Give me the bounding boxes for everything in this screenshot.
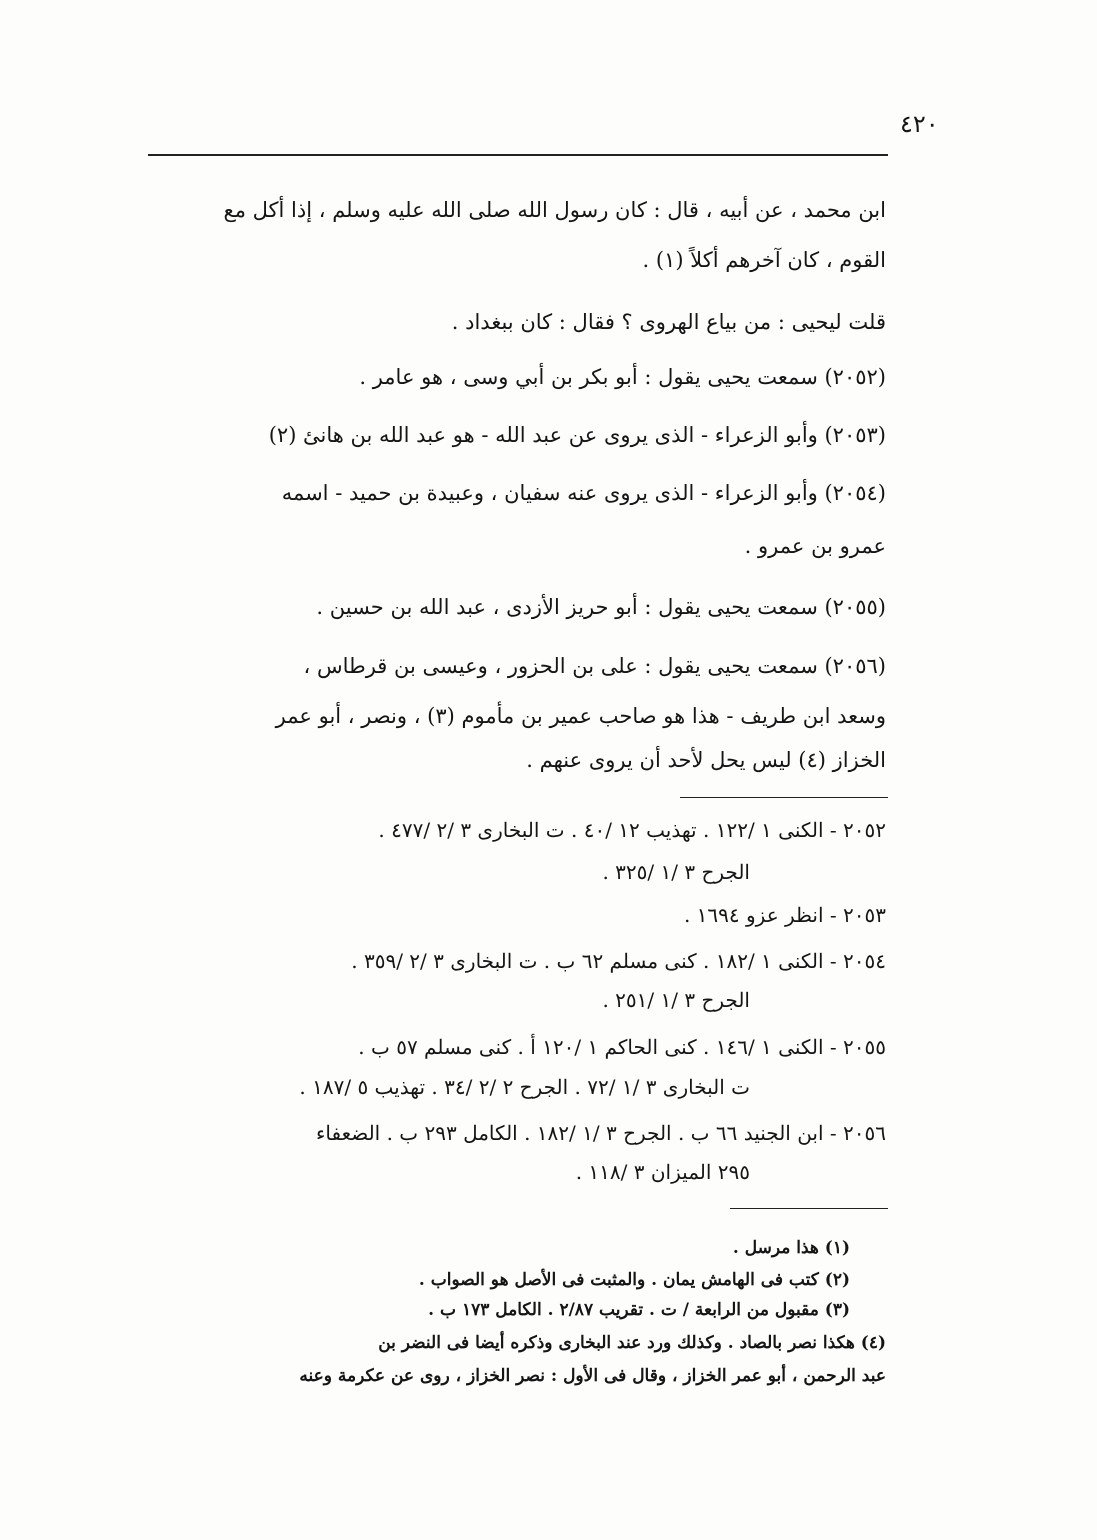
text-line: عمرو بن عمرو . [744, 534, 886, 558]
text-line: (٢٠٥٦) سمعت يحيى يقول : على بن الحزور ، وعيسى بن قرطاس ، [303, 654, 886, 678]
header-rule [148, 154, 888, 156]
text-line: وسعد ابن طريف - هذا هو صاحب عمير بن مأموم (٣) ، ونصر ، أبو عمر [275, 704, 886, 728]
text-line: (٢٠٥٥) سمعت يحيى يقول : أبو حريز الأزدى ، عبد الله بن حسين . [316, 595, 886, 619]
reference-line: الجرح ٣ /١ /٢٥١ . [602, 988, 750, 1012]
reference-line: ٢٩٥ الميزان ٣ /١١٨ . [575, 1160, 750, 1184]
references-rule [680, 797, 888, 798]
text-line: الخزاز (٤) ليس يحل لأحد أن يروى عنهم . [526, 748, 886, 772]
text-line: (٢٠٥٤) وأبو الزعراء - الذى يروى عنه سفيان ، وعبيدة بن حميد - اسمه [281, 481, 886, 505]
text-line: قلت ليحيى : من بياع الهروى ؟ فقال : كان ببغداد . [451, 310, 886, 334]
text-line: ابن محمد ، عن أبيه ، قال : كان رسول الله صلى الله عليه وسلم ، إذا أكل مع [223, 198, 886, 222]
footnote-line: (٢) كتب فى الهامش يمان . والمثبت فى الأصل هو الصواب . [418, 1270, 850, 1290]
reference-line: ٢٠٥٤ - الكنى ١ /١٨٢ . كنى مسلم ٦٢ ب . ت البخارى ٣ /٢ /٣٥٩ . [351, 949, 886, 973]
reference-line: ٢٠٥٥ - الكنى ١ /١٤٦ . كنى الحاكم ١ /١٢٠ أ . كنى مسلم ٥٧ ب . [358, 1035, 886, 1059]
reference-line: الجرح ٣ /١ /٣٢٥ . [602, 860, 750, 884]
text-line: القوم ، كان آخرهم أكلاً (١) . [642, 248, 886, 272]
footnote-line: (١) هذا مرسل . [732, 1238, 850, 1258]
reference-line: ٢٠٥٣ - انظر عزو ١٦٩٤ . [683, 903, 886, 927]
reference-line: ٢٠٥٢ - الكنى ١ /١٢٢ . تهذيب ١٢ /٤٠ . ت البخارى ٣ /٢ /٤٧٧ . [378, 818, 886, 842]
reference-line: ٢٠٥٦ - ابن الجنيد ٦٦ ب . الجرح ٣ /١ /١٨٢ . الكامل ٢٩٣ ب . الضعفاء [315, 1121, 886, 1145]
footnote-line: (٣) مقبول من الرابعة / ت . تقريب ٢/٨٧ . الكامل ١٧٣ ب . [428, 1300, 850, 1320]
footnotes-rule [730, 1208, 888, 1209]
text-line: (٢٠٥٢) سمعت يحيى يقول : أبو بكر بن أبي وسى ، هو عامر . [359, 365, 886, 389]
footnote-line: عبد الرحمن ، أبو عمر الخزاز ، وقال فى الأول : نصر الخزاز ، روى عن عكرمة وعنه [299, 1366, 886, 1386]
text-line: (٢٠٥٣) وأبو الزعراء - الذى يروى عن عبد الله - هو عبد الله بن هانئ (٢) [268, 423, 886, 447]
reference-line: ت البخارى ٣ /١ /٧٢ . الجرح ٢ /٢ /٣٤ . تهذيب ٥ /١٨٧ . [299, 1075, 750, 1099]
page-number: ٤٢٠ [900, 110, 939, 138]
footnote-line: (٤) هكذا نصر بالصاد . وكذلك ورد عند البخارى وذكره أيضا فى النضر بن [378, 1333, 886, 1353]
